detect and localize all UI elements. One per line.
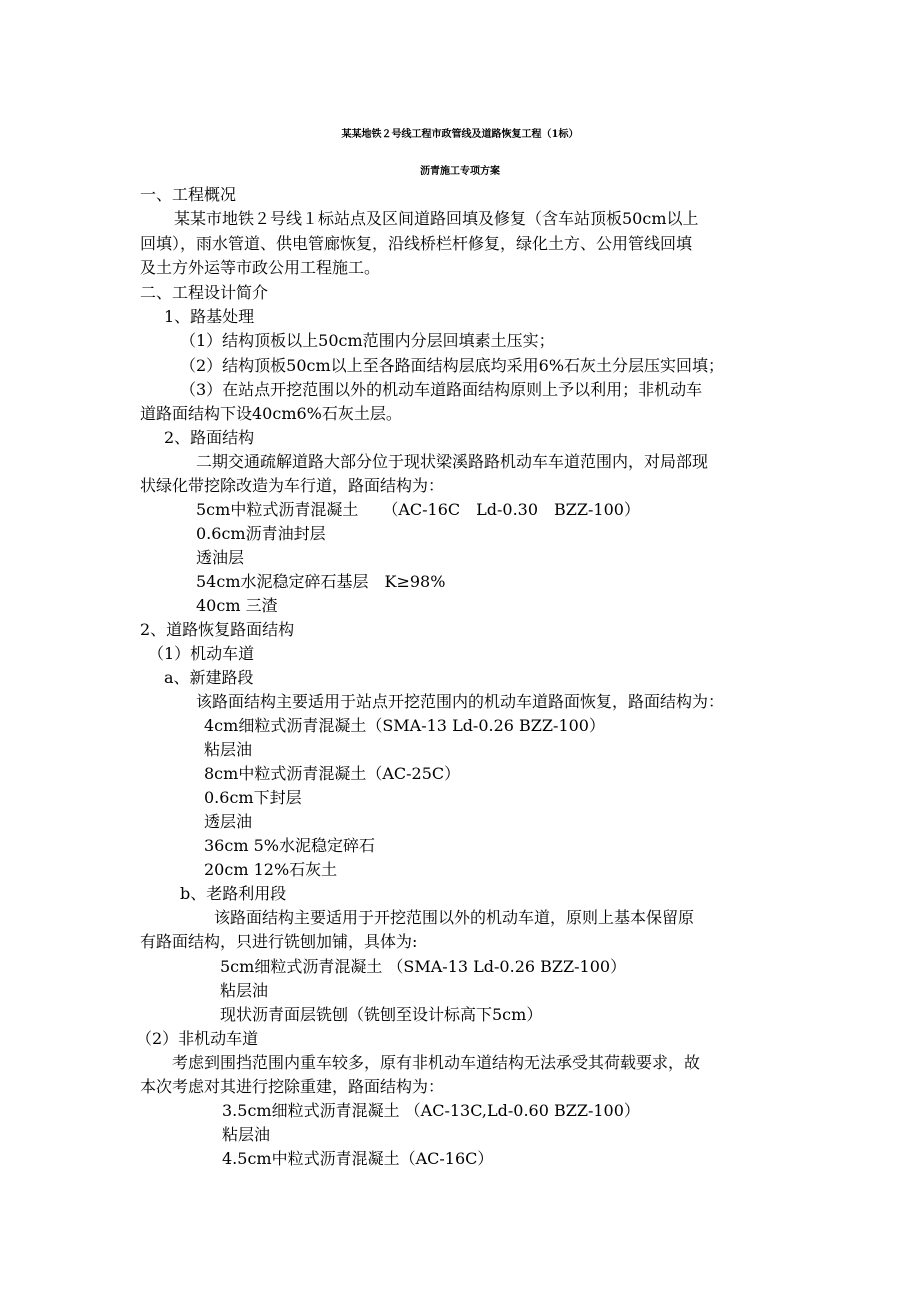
layer-line: 54cm水泥稳定碎石基层 K≥98%: [196, 572, 446, 591]
section-heading: 二、工程设计简介: [140, 283, 269, 302]
section-heading: 一、工程概况: [140, 185, 237, 204]
paragraph-line: 考虑到围挡范围内重车较多，原有非机动车道结构无法承受其荷载要求，故: [172, 1053, 701, 1072]
layer-line: 透层油: [204, 812, 253, 831]
paragraph-line: 本次考虑对其进行挖除重建，路面结构为：: [140, 1077, 445, 1096]
subsection-heading: b、老路利用段: [180, 884, 287, 903]
layer-line: 0.6cm下封层: [204, 788, 302, 807]
subsection-heading: 1、路基处理: [164, 307, 255, 326]
paragraph-line: 及土方外运等市政公用工程施工。: [140, 258, 381, 277]
section-heading: 2、道路恢复路面结构: [140, 620, 295, 639]
document-subtitle: 沥青施工专项方案: [420, 166, 500, 177]
paragraph-line: 二期交通疏解道路大部分位于现状梁溪路路机动车车道范围内，对局部现: [196, 452, 709, 471]
layer-line: 粘层油: [204, 740, 253, 759]
layer-line: 5cm细粒式沥青混凝土 （SMA-13 Ld-0.26 BZZ-100）: [220, 957, 627, 976]
list-item: （3）在站点开挖范围以外的机动车道路面结构原则上予以利用；非机动车: [180, 380, 703, 399]
paragraph-line: 状绿化带挖除改造为车行道，路面结构为：: [140, 476, 445, 495]
paragraph-line: 道路面结构下设40cm6%石灰土层。: [140, 404, 402, 423]
document-title: 某某地铁２号线工程市政管线及道路恢复工程（1标）: [341, 129, 579, 140]
layer-line: 4cm细粒式沥青混凝土（SMA-13 Ld-0.26 BZZ-100）: [204, 716, 605, 735]
layer-line: 0.6cm沥青油封层: [196, 524, 326, 543]
layer-line: 40cm 三渣: [196, 596, 278, 615]
layer-line: 8cm中粒式沥青混凝土（AC-25C）: [204, 764, 461, 783]
layer-line: 4.5cm中粒式沥青混凝土（AC-16C）: [222, 1149, 494, 1168]
subsection-heading: （2）非机动车道: [136, 1029, 259, 1048]
layer-line: 粘层油: [220, 981, 269, 1000]
subsection-heading: a、新建路段: [164, 668, 254, 687]
layer-line: 现状沥青面层铣刨（铣刨至设计标高下5cm）: [220, 1005, 543, 1024]
paragraph-line: 回填），雨水管道、供电管廊恢复，沿线桥栏杆修复，绿化土方、公用管线回填: [140, 234, 693, 253]
paragraph-line: 某某市地铁２号线１标站点及区间道路回填及修复（含车站顶板50cm以上: [174, 209, 699, 228]
list-item: （2）结构顶板50cm以上至各路面结构层底均采用6%石灰土分层压实回填；: [180, 356, 725, 375]
paragraph-line: 该路面结构主要适用于开挖范围以外的机动车道，原则上基本保留原: [214, 908, 695, 927]
layer-line: 5cm中粒式沥青混凝土 （AC-16C Ld-0.30 BZZ-100）: [196, 500, 640, 519]
layer-line: 3.5cm细粒式沥青混凝土 （AC-13C,Ld-0.60 BZZ-100）: [222, 1101, 640, 1120]
subsection-heading: （1）机动车道: [148, 644, 255, 663]
layer-line: 透油层: [196, 548, 245, 567]
layer-line: 20cm 12%石灰土: [204, 860, 338, 879]
paragraph-line: 有路面结构，只进行铣刨加铺，具体为:: [140, 932, 418, 951]
layer-line: 粘层油: [222, 1125, 271, 1144]
paragraph-line: 该路面结构主要适用于站点开挖范围内的机动车道路面恢复，路面结构为：: [196, 692, 725, 711]
layer-line: 36cm 5%水泥稳定碎石: [204, 836, 375, 855]
subsection-heading: 2、路面结构: [164, 428, 255, 447]
list-item: （1）结构顶板以上50cm范围内分层回填素土压实；: [180, 331, 555, 350]
